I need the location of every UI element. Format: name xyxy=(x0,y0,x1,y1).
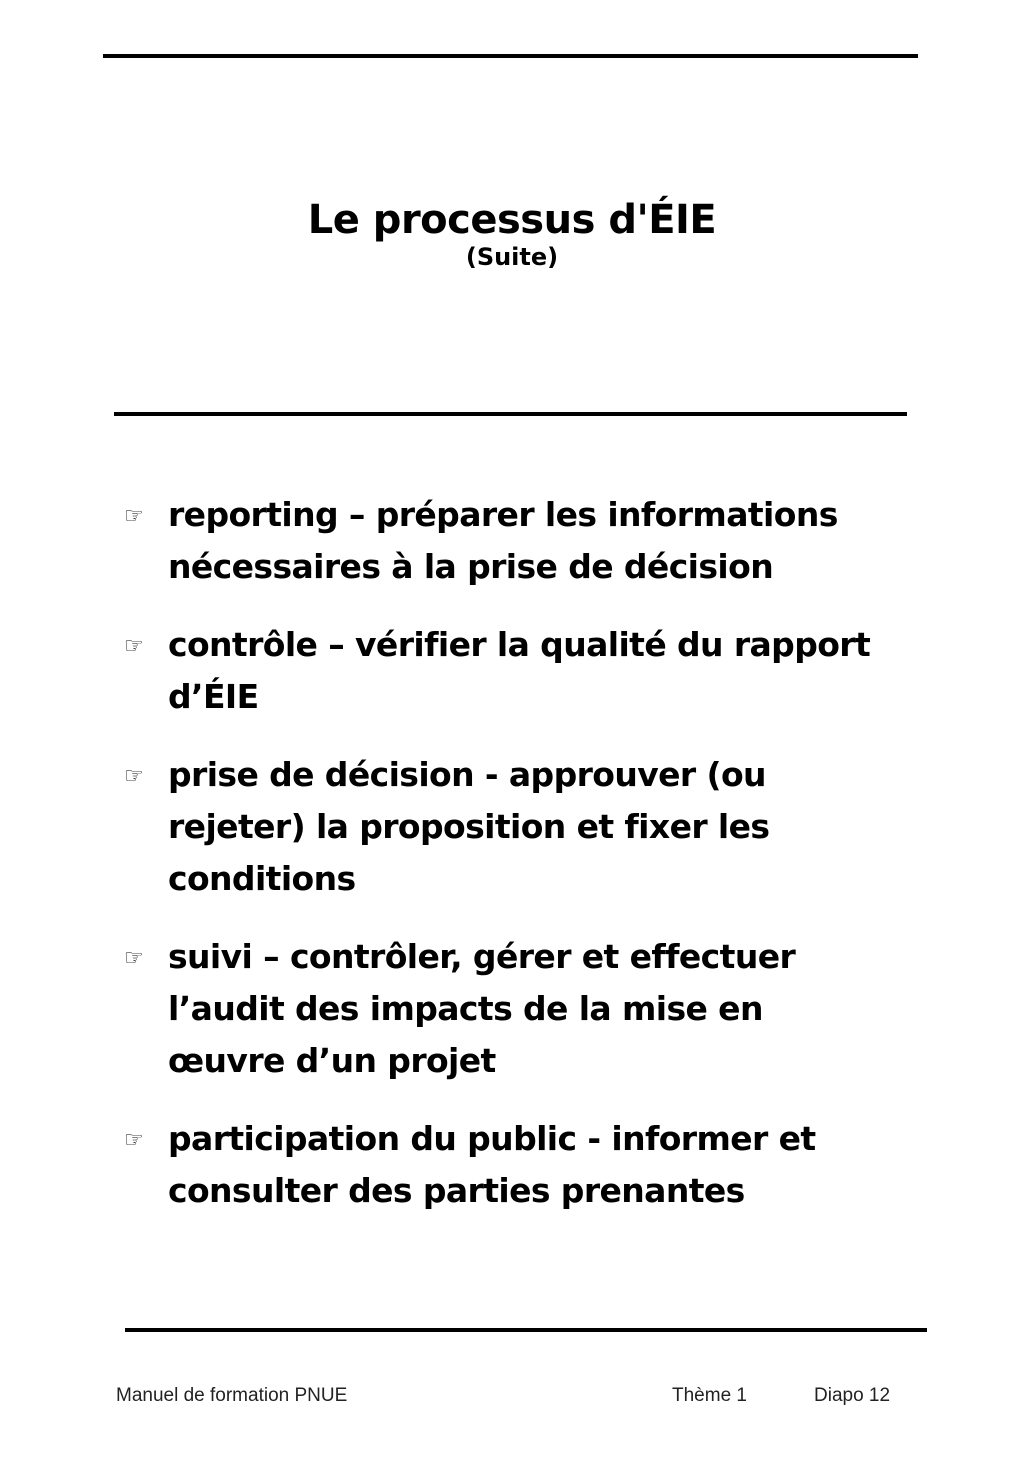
pointing-hand-icon: ☞ xyxy=(124,764,144,789)
bullet-text: contrôle – vérifier la qualité du rapport d’ÉIE xyxy=(168,625,871,716)
list-item xyxy=(124,489,924,593)
bullet-text: prise de décision - approuver (ou rejeter) la proposition et fixer les conditions xyxy=(168,755,770,898)
bullet-text: suivi – contrôler, gérer et effectuer l’audit des impacts de la mise en œuvre d’un projet xyxy=(168,937,796,1080)
pointing-hand-icon: ☞ xyxy=(124,634,144,659)
top-divider xyxy=(103,54,918,58)
footer-theme-number: Thème 1 xyxy=(672,1385,747,1406)
footer-slide-number: Diapo 12 xyxy=(814,1385,891,1406)
pointing-hand-icon: ☞ xyxy=(124,504,144,529)
list-item xyxy=(124,931,924,1087)
pointing-hand-icon: ☞ xyxy=(124,1128,144,1153)
bottom-divider xyxy=(125,1328,927,1332)
middle-divider xyxy=(114,412,907,416)
page-title: Le processus d'ÉIE xyxy=(307,197,717,243)
list-item xyxy=(124,619,924,723)
list-item xyxy=(124,1113,924,1217)
pointing-hand-icon: ☞ xyxy=(124,946,144,971)
page-subtitle: (Suite) xyxy=(465,243,559,271)
bullet-list xyxy=(124,489,924,1243)
list-item xyxy=(124,749,924,905)
footer-manual-name: Manuel de formation PNUE xyxy=(116,1385,348,1406)
bullet-text: reporting – préparer les informations nécessaires à la prise de décision xyxy=(168,495,838,586)
bullet-text: participation du public - informer et consulter des parties prenantes xyxy=(168,1119,816,1210)
title-block xyxy=(0,192,1024,272)
